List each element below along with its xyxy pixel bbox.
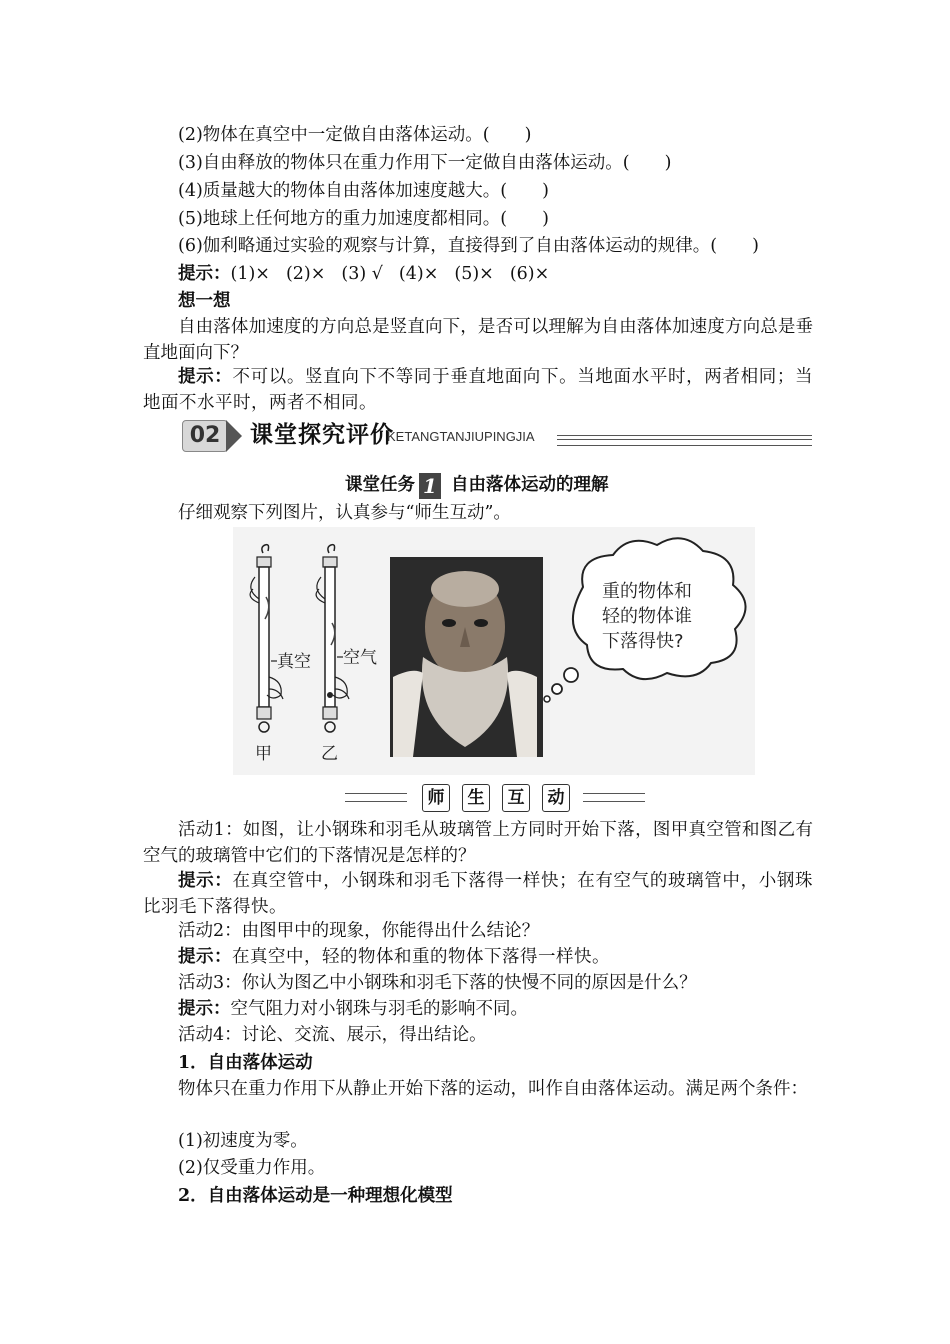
activity3-hint <box>178 996 848 1022</box>
tube-b-label: 空气 <box>343 648 377 668</box>
activity2-hint-text: 在真空中，轻的物体和重的物体下落得一样快。 <box>232 947 610 967</box>
section-number: 02 <box>182 420 228 452</box>
intro-text: 仔细观察下列图片，认真参与“师生互动”。 <box>178 503 511 523</box>
think-question: 自由落体加速度的方向总是竖直向下，是否可以理解为自由落体加速度方向总是垂直地面向下？ <box>143 317 813 363</box>
section-banner <box>182 418 812 454</box>
interaction-title <box>345 784 645 814</box>
tube-a-glass <box>259 567 269 707</box>
answer-5: (5)× <box>454 264 494 284</box>
interaction-char-2: 生 <box>462 784 490 812</box>
task-heading <box>345 470 609 500</box>
activity3-hint-label: 提示： <box>178 999 231 1019</box>
bubble-line-2: 轻的物体谁 <box>602 606 692 627</box>
interaction-char-3: 互 <box>502 784 530 812</box>
point1-condition-2: (2)仅受重力作用。 <box>178 1158 326 1178</box>
activity2-text: 活动2：由图甲中的现象，你能得出什么结论？ <box>178 921 540 941</box>
tube-a-label: 真空 <box>277 652 311 672</box>
judgment-3: (3)自由释放的物体只在重力作用下一定做自由落体运动。( ) <box>178 153 672 173</box>
answer-label: 提示： <box>178 264 231 284</box>
judgment-2: (2)物体在真空中一定做自由落体运动。( ) <box>178 125 532 145</box>
interaction-rule-right <box>583 793 645 802</box>
section-pinyin: KETANGTANJIUPINGJIA <box>387 429 535 444</box>
think-hint-text: 不可以。竖直向下不等同于垂直地面向下。当地面水平时，两者相同；当地面不水平时，两者不相同。 <box>143 367 814 413</box>
judgment-4: (4)质量越大的物体自由落体加速度越大。( ) <box>178 181 549 201</box>
think-heading: 想一想 <box>178 291 231 311</box>
activity1-hint-label: 提示： <box>178 871 233 891</box>
answer-1: (1)× <box>230 264 270 284</box>
tube-a-name: 甲 <box>255 744 272 764</box>
tube-b-ball-icon <box>327 692 333 698</box>
judgment-6: (6)伽利略通过实验的观察与计算，直接得到了自由落体运动的规律。( ) <box>178 236 759 256</box>
answer-3: (3) √ <box>341 264 383 284</box>
section-arrow-icon <box>226 420 242 452</box>
activity3-text: 活动3：你认为图乙中小钢珠和羽毛下落的快慢不同的原因是什么？ <box>178 973 697 993</box>
activity2-hint <box>178 944 848 970</box>
activity1-hint <box>143 868 813 920</box>
activity4-text: 活动4：讨论、交流、展示，得出结论。 <box>178 1025 487 1045</box>
task-title: 自由落体运动的理解 <box>451 475 609 495</box>
answer-2: (2)× <box>285 264 326 284</box>
activity2-hint-label: 提示： <box>178 947 232 967</box>
think-hint <box>143 364 813 416</box>
point1-heading: 1．自由落体运动 <box>178 1053 313 1073</box>
task-prefix: 课堂任务 <box>345 475 415 495</box>
activity1-hint-text: 在真空管中，小钢珠和羽毛下落得一样快；在有空气的玻璃管中，小钢珠比羽毛下落得快。 <box>143 871 814 917</box>
point1-text: 物体只在重力作用下从静止开始下落的运动，叫作自由落体运动。满足两个条件： <box>178 1079 808 1099</box>
answer-4: (4)× <box>398 264 439 284</box>
tube-b-name: 乙 <box>321 744 338 764</box>
answer-line <box>178 261 848 287</box>
activity1-text: 活动1：如图，让小钢珠和羽毛从玻璃管上方同时开始下落，图甲真空管和图乙有空气的玻璃管中它们的下落情况是怎样的？ <box>143 820 813 866</box>
point1-condition-1: (1)初速度为零。 <box>178 1131 308 1151</box>
activity3-hint-text: 空气阻力对小钢珠与羽毛的影响不同。 <box>230 999 528 1019</box>
bubble-line-1: 重的物体和 <box>602 581 692 602</box>
section-title: 课堂探究评价 <box>250 422 394 448</box>
task-number-badge: 1 <box>419 473 441 499</box>
experiment-figure <box>233 527 755 775</box>
judgment-5: (5)地球上任何地方的重力加速度都相同。( ) <box>178 209 549 229</box>
interaction-char-1: 师 <box>422 784 450 812</box>
answer-6: (6)× <box>509 264 550 284</box>
interaction-char-4: 动 <box>542 784 570 812</box>
galileo-portrait <box>390 557 543 757</box>
point2-heading: 2．自由落体运动是一种理想化模型 <box>178 1186 453 1206</box>
section-rule <box>557 435 812 446</box>
interaction-rule-left <box>345 793 407 802</box>
think-hint-label: 提示： <box>178 367 233 387</box>
bubble-line-3: 下落得快? <box>602 631 684 652</box>
